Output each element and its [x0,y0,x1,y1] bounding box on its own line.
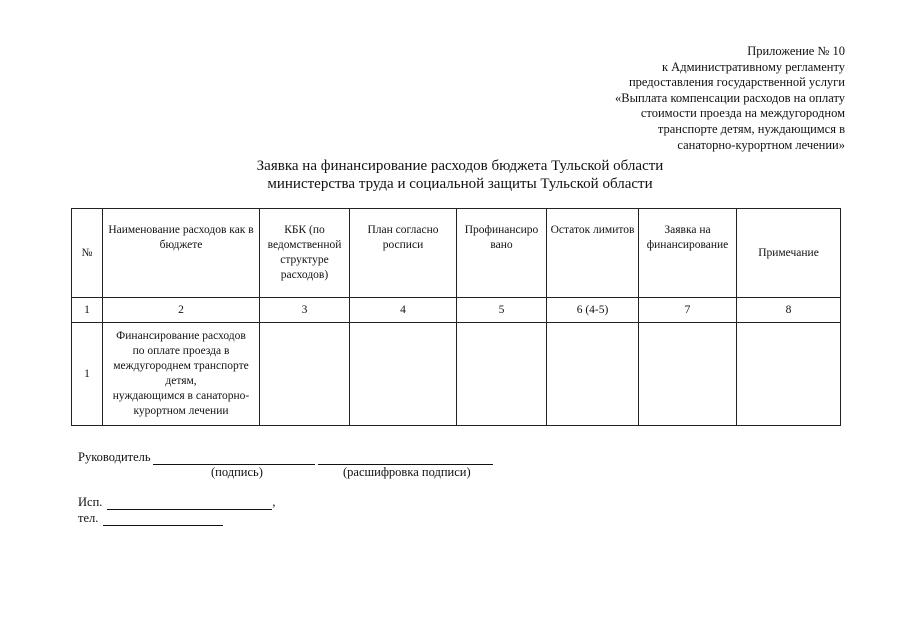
table-header-row [72,209,841,298]
title-line: министерства труда и социальной защиты Тульской области [267,175,653,192]
funding-request-table [71,208,841,426]
column-number-cell: 1 [72,298,103,323]
header-cell-name: Наименование расходов как в бюджете [103,209,260,298]
column-number-cell: 3 [260,298,350,323]
phone-label: тел. [78,511,99,525]
appendix-line: транспорте детям, нуждающимся в [657,121,845,136]
column-number-cell: 2 [103,298,260,323]
row-name-line: по оплате проезда в [132,345,230,357]
sign-caption: (подпись) [211,465,263,479]
column-number-cell: 5 [457,298,547,323]
row-plan-cell[interactable] [350,323,457,426]
header-cell-request: Заявка на финансирование [639,209,737,298]
appendix-line: предоставления государственной услуги [628,75,845,90]
appendix-line: Приложение № 10 [747,44,845,58]
decode-caption: (расшифровка подписи) [343,465,471,479]
row-request-cell[interactable] [639,323,737,426]
header-cell-financed: Профинансиро вано [457,209,547,298]
row-name-line: нуждающимся в санаторно- [112,390,250,402]
executor-line [78,495,276,510]
table-row [72,323,841,426]
phone-line [78,511,223,526]
column-number-cell: 7 [639,298,737,323]
row-financed-cell[interactable] [457,323,547,426]
head-label: Руководитель [78,450,151,464]
header-cell-kbk: КБК (по ведомственной структуре расходов) [260,209,350,298]
row-name-line: курортном лечении [133,405,229,417]
executor-comma: , [272,495,276,509]
column-number-cell: 8 [737,298,841,323]
phone-field[interactable] [103,525,223,526]
row-note-cell[interactable] [737,323,841,426]
row-kbk-cell[interactable] [260,323,350,426]
appendix-line: «Выплата компенсации расходов на оплату [615,90,845,105]
row-name-cell [103,323,260,426]
row-name-line: междугороднем транспорте [113,360,249,372]
header-cell-note: Примечание [737,209,841,298]
appendix-line: стоимости проезда на междугородном [640,106,845,121]
appendix-line: к Административному регламенту [661,59,845,74]
row-number-cell: 1 [72,323,103,426]
row-name-line: Финансирование расходов [116,330,246,342]
executor-label: Исп. [78,495,103,509]
executor-field[interactable] [107,509,272,510]
appendix-header [545,44,845,153]
column-number-row [72,298,841,323]
column-number-cell: 4 [350,298,457,323]
document-title [160,158,760,193]
row-name-line: детям, [165,375,197,387]
column-number-cell: 6 (4-5) [547,298,639,323]
header-cell-number: № [72,209,103,298]
title-line: Заявка на финансирование расходов бюджета Тульской области [256,158,664,174]
appendix-line: санаторно-курортном лечении» [677,137,845,152]
header-cell-plan: План согласно росписи [350,209,457,298]
row-remainder-cell[interactable] [547,323,639,426]
head-signature-line [78,450,493,465]
header-cell-remainder: Остаток лимитов [547,209,639,298]
